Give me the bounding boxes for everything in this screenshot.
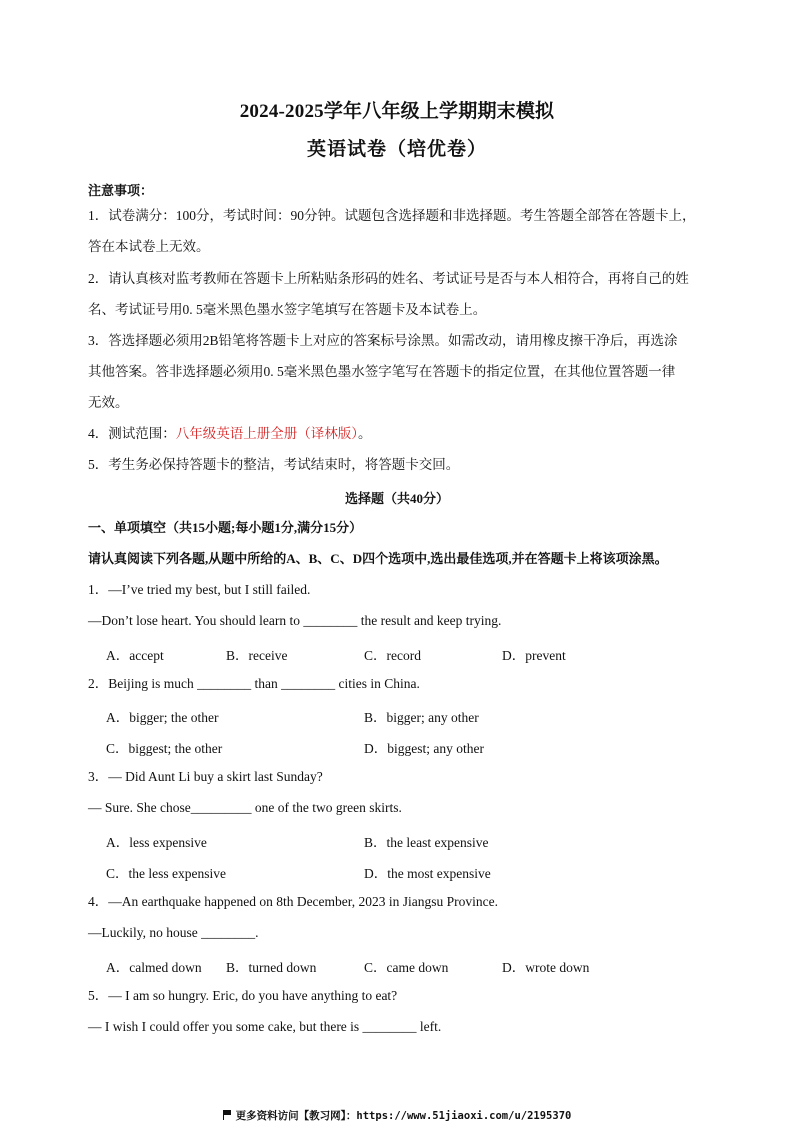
notice-line: 3．答选择题必须用2B铅笔将答题卡上对应的答案标号涂黑。如需改动，请用橡皮擦干净后，再选涂	[88, 333, 678, 348]
question-stem: —Luckily, no house ________.	[88, 925, 259, 940]
option-d: D．the most expensive	[364, 866, 491, 881]
notice-line: 5．考生务必保持答题卡的整洁，考试结束时，将答题卡交回。	[88, 457, 460, 472]
notice-item-prefix: 4．测试范围：	[88, 426, 176, 441]
option-c: C．the less expensive	[106, 866, 226, 881]
notice-heading: 注意事项：	[88, 183, 154, 198]
question-stem: 5．— I am so hungry. Eric, do you have anything to eat?	[88, 988, 398, 1003]
option-c: C．record	[364, 648, 421, 663]
notice-line: 名、考试证号用0. 5毫米黑色墨水签字笔填写在答题卡及本试卷上。	[88, 302, 487, 317]
option-b: B．turned down	[226, 960, 317, 975]
part-instruction: 请认真阅读下列各题,从题中所给的A、B、C、D四个选项中,选出最佳选项,并在答题卡上将该项涂黑。	[88, 551, 668, 566]
option-c: C．biggest; the other	[106, 741, 223, 756]
flag-icon	[223, 1110, 232, 1120]
option-a: A．less expensive	[106, 835, 207, 850]
notice-line: 1．试卷满分：100分，考试时间：90分钟。试题包含选择题和非选择题。考生答题全部答在答题卡上，	[88, 208, 696, 223]
notice-line: 其他答案。答非选择题必须用0. 5毫米黑色墨水签字笔写在答题卡的指定位置，在其他位置答题一律	[88, 364, 676, 379]
option-b: B．bigger; any other	[364, 710, 479, 725]
notice-line: 无效。	[88, 395, 129, 410]
notice-item-suffix: 。	[358, 426, 372, 441]
option-a: A．accept	[106, 648, 164, 663]
question-stem: 4．—An earthquake happened on 8th December, 2023 in Jiangsu Province.	[88, 894, 498, 909]
question-stem: 3．— Did Aunt Li buy a skirt last Sunday?	[88, 769, 323, 784]
test-range-text: 八年级英语上册全册（译林版）	[175, 426, 358, 441]
notice-line: 答在本试卷上无效。	[88, 239, 210, 254]
question-stem: 2．Beijing is much ________ than ________ cities in China.	[88, 676, 420, 691]
notice-line: 2．请认真核对监考教师在答题卡上所粘贴条形码的姓名、考试证号是否与本人相符合，再将自己的姓	[88, 271, 689, 286]
notice-item-test-range	[88, 425, 713, 443]
part-title: 一、单项填空（共15小题;每小题1分,满分15分）	[88, 520, 363, 535]
option-a: A．bigger; the other	[106, 710, 219, 725]
page-subtitle: 英语试卷（培优卷）	[306, 139, 487, 160]
question-stem: — I wish I could offer you some cake, but there is ________ left.	[88, 1019, 442, 1034]
question-stem: —Don’t lose heart. You should learn to ________ the result and keep trying.	[88, 613, 502, 628]
option-c: C．came down	[364, 960, 449, 975]
option-a: A．calmed down	[106, 960, 202, 975]
question-stem: — Sure. She chose_________ one of the two green skirts.	[88, 800, 402, 815]
footer-text: 更多资料访问【教习网】：https://www.51jiaoxi.com/u/2195370	[235, 1110, 572, 1122]
option-b: B．the least expensive	[364, 835, 489, 850]
option-b: B．receive	[226, 648, 288, 663]
option-d: D．biggest; any other	[364, 741, 484, 756]
question-stem: 1．—I’ve tried my best, but I still failed.	[88, 582, 311, 597]
option-d: D．wrote down	[502, 960, 590, 975]
section-heading: 选择题（共40分）	[344, 491, 449, 506]
footer-link[interactable]	[0, 1108, 794, 1123]
page-title: 2024-2025学年八年级上学期期末模拟	[239, 101, 555, 122]
option-d: D．prevent	[502, 648, 566, 663]
